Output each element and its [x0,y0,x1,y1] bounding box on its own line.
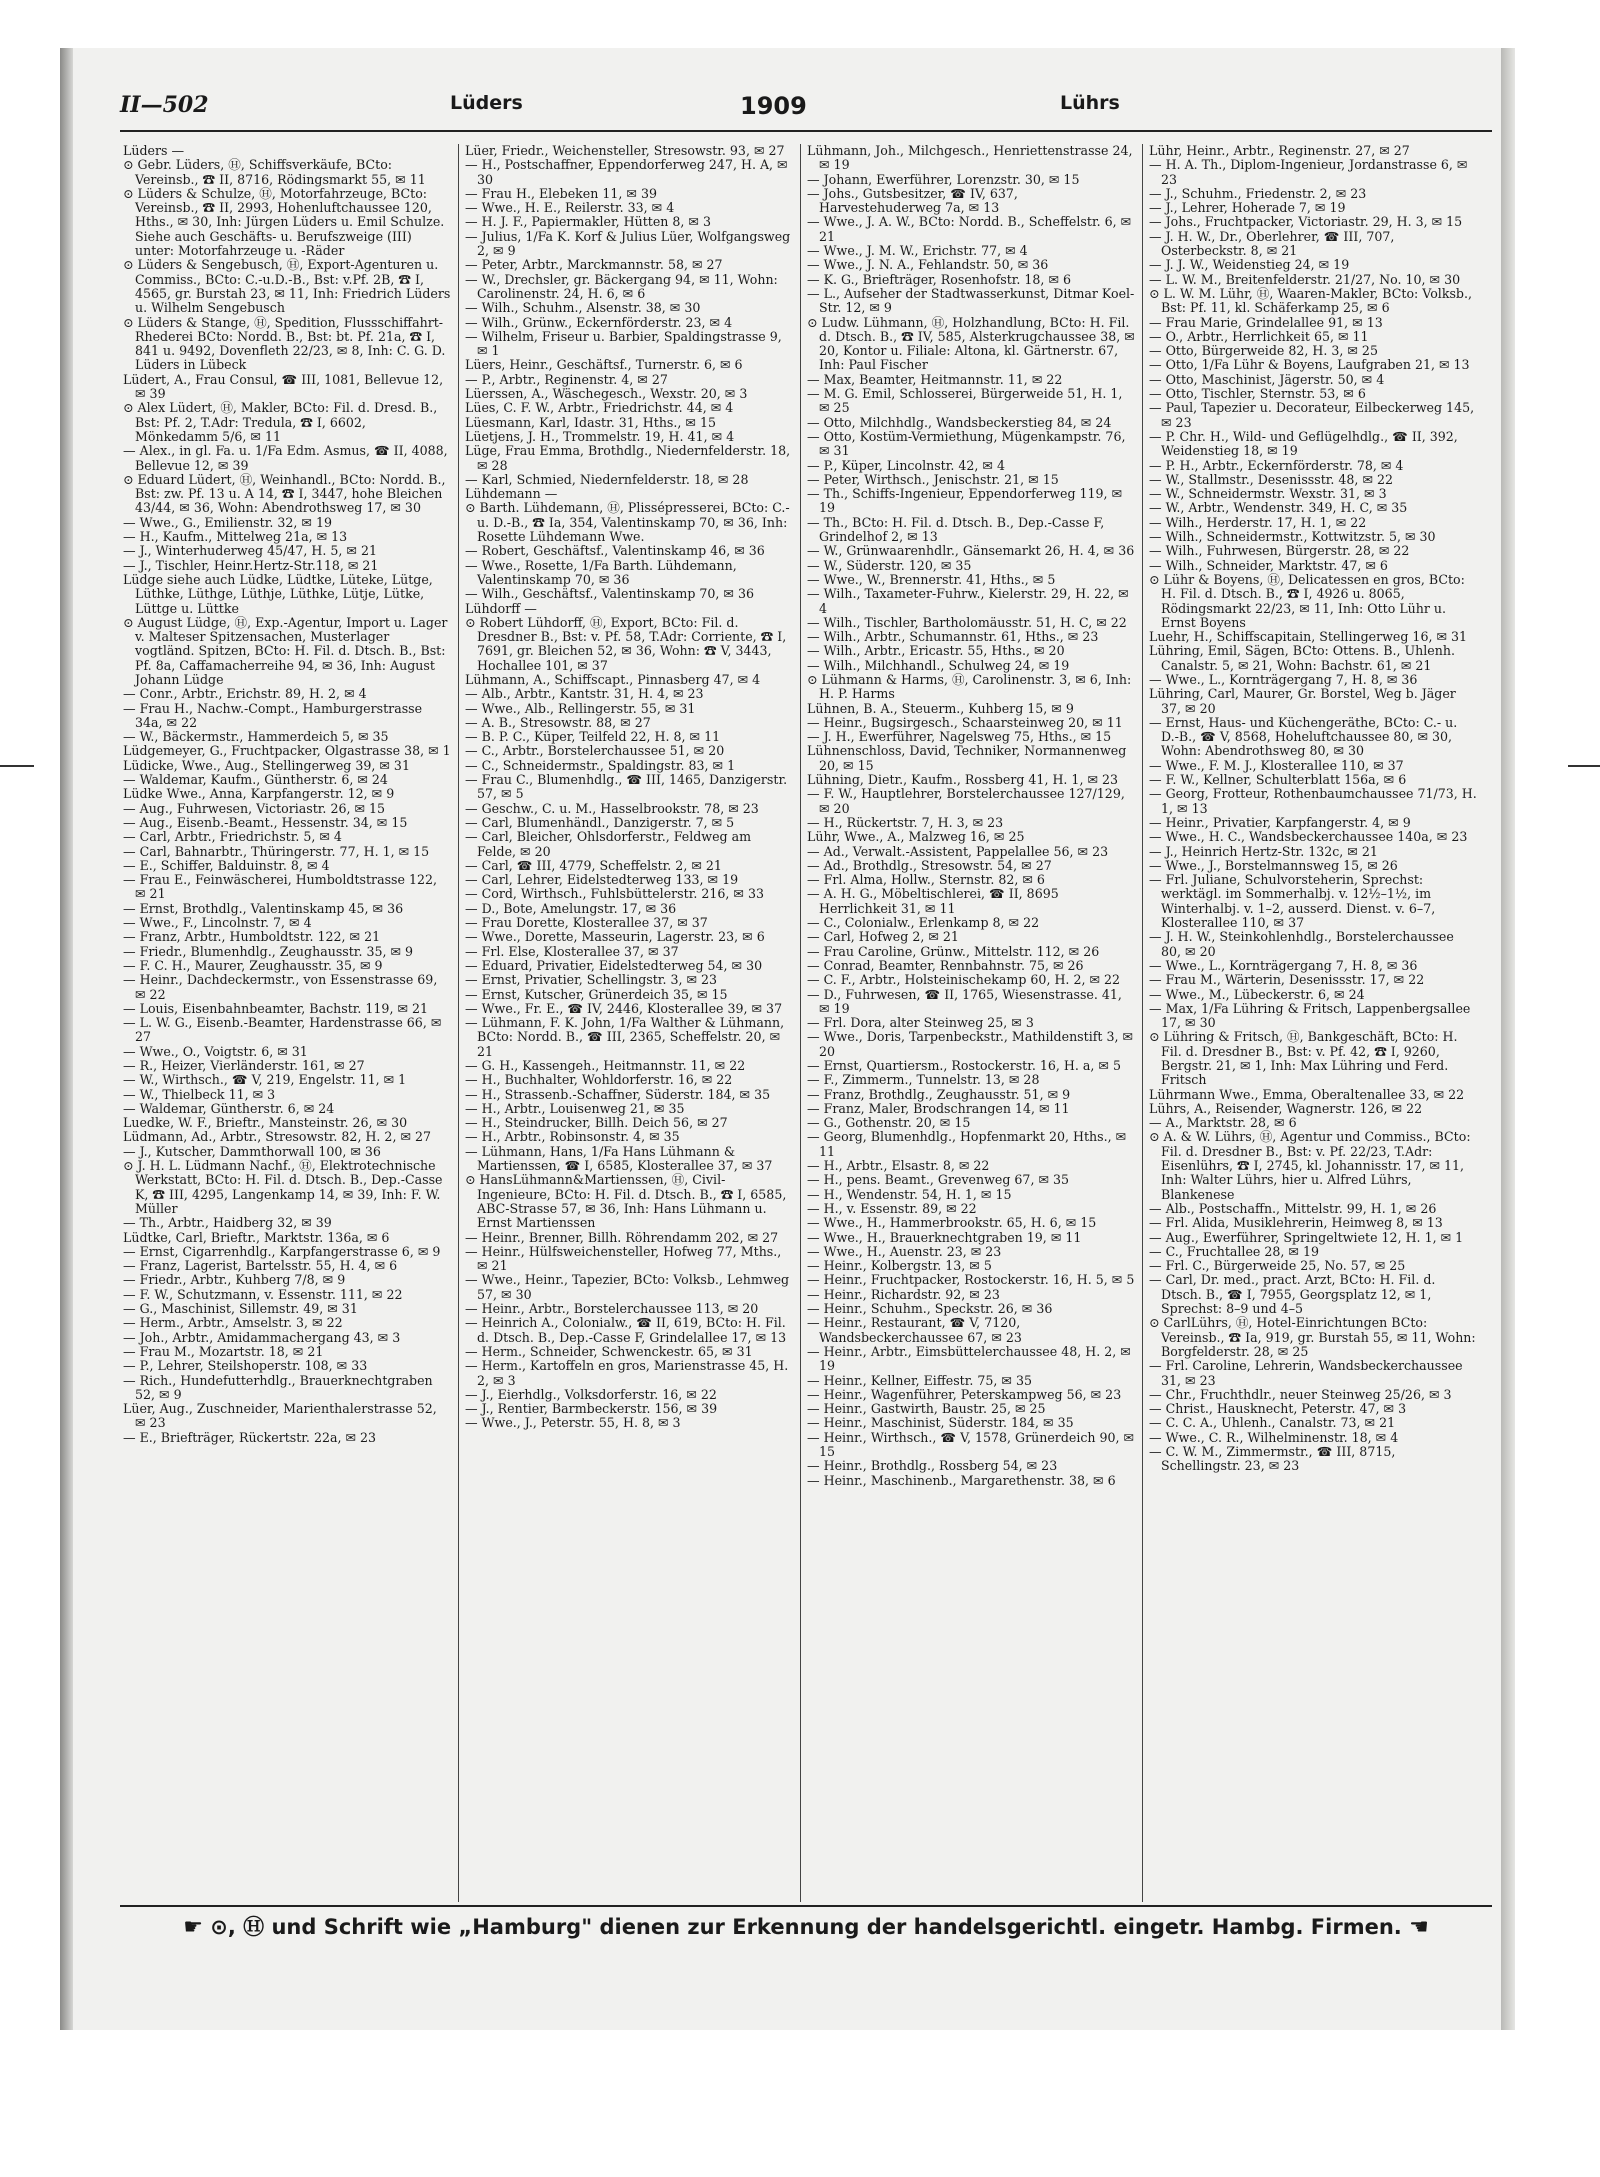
directory-entry: — J. H., Ewerführer, Nagelsweg 75, Hths., ✉ 15 [807,729,1112,745]
directory-entry: — Frau H., Nachw.-Compt., Hamburgerstrasse 34a, ✉ 22 [123,700,423,730]
directory-entry: Luehr, H., Schiffscapitain, Stellingerweg 16, ✉ 31 [1149,629,1468,645]
directory-entry: — W., Wirthsch., ☎ V, 219, Engelstr. 11, ✉ 1 [123,1072,407,1088]
directory-entry: — Frau E., Feinwäscherei, Humboldtstrasse 122, ✉ 21 [123,872,438,902]
directory-entry: Lühdemann — [465,486,558,502]
directory-entry: — D., Bote, Amelungstr. 17, ✉ 36 [465,900,677,916]
directory-entry: Lüesmann, Karl, Idastr. 31, Hths., ✉ 15 [465,414,716,430]
directory-entry: — Georg, Frotteur, Rothenbaumchaussee 71/73, H. 1, ✉ 13 [1149,786,1477,816]
directory-entry: ⊙ L. W. M. Lühr, Ⓗ, Waaren-Makler, BCto: Volksb., Bst: Pf. 11, kl. Schäferkamp 25, ✉ 6 [1149,285,1472,316]
directory-entry: — Louis, Eisenbahnbeamter, Bachstr. 119, ✉ 21 [123,1000,429,1016]
directory-entry: — Wwe., O., Voigtstr. 6, ✉ 31 [123,1043,308,1059]
directory-entry: — Max, 1/Fa Lühring & Fritsch, Lappenbergsallee 17, ✉ 30 [1149,1000,1471,1031]
directory-entry: — A. H. G., Möbeltischlerei, ☎ II, 8695 Herrlichkeit 31, ✉ 11 [807,886,1059,916]
pointing-hand-left-icon: ☛ [183,1915,203,1940]
directory-entry: — Heinr., Brothdlg., Rossberg 54, ✉ 23 [807,1458,1058,1474]
directory-entry: — Herm., Schneider, Schwenckestr. 65, ✉ 31 [465,1343,753,1359]
directory-entry: — W., Drechsler, gr. Bäckergang 94, ✉ 11, Wohn: Carolinenstr. 24, H. 6, ✉ 6 [465,271,778,301]
directory-entry: Lühr, Heinr., Arbtr., Reginenstr. 27, ✉ 27 [1149,144,1410,158]
directory-entry: — Heinr., Brenner, Billh. Röhrendamm 202, ✉ 27 [465,1229,779,1245]
directory-entry: — H. J. F., Papiermakler, Hütten 8, ✉ 3 [465,214,711,230]
header-first-entry: Lüders [450,92,523,114]
directory-entry: — F. W., Schutzmann, v. Essenstr. 111, ✉ 22 [123,1286,403,1302]
directory-entry: ⊙ Lüders & Sengebusch, Ⓗ, Export-Agenturen u. Commiss., BCto: C.-u.D.-B., Bst: v.Pf. 2B, ☎ I, 4565, gr. Burstah 23, ✉ 11, Inh: Friedrich Lüders u. Wilhelm Sengebusch [123,257,451,316]
footer-rule [120,1905,1492,1907]
directory-entry: — H., Steindrucker, Billh. Deich 56, ✉ 27 [465,1115,728,1131]
directory-entry: — Karl, Schmied, Niedernfelderstr. 18, ✉ 28 [465,471,749,487]
directory-entry: — Th., BCto: H. Fil. d. Dtsch. B., Dep.-Casse F, Grindelhof 2, ✉ 13 [807,514,1105,545]
directory-entry: — B. P. C., Küper, Teilfeld 22, H. 8, ✉ 11 [465,729,721,745]
directory-entry: ⊙ Gebr. Lüders, Ⓗ, Schiffsverkäufe, BCto: Vereinsb., ☎ II, 8716, Rödingsmarkt 55, ✉ 11 [123,157,426,187]
directory-entry: — Lühmann, Hans, 1/Fa Hans Lühmann & Martienssen, ☎ I, 6585, Klosterallee 37, ✉ 37 [465,1143,773,1174]
directory-entry: — J., Lehrer, Hoherade 7, ✉ 19 [1149,200,1346,216]
directory-entry: — Heinr., Maschinenb., Margarethenstr. 38, ✉ 6 [807,1472,1116,1488]
directory-entry: — Lühmann, F. K. John, 1/Fa Walther & Lühmann, BCto: Nordd. B., ☎ III, 2365, Scheffelstr. 20, ✉ 21 [465,1015,785,1059]
directory-entry: — P. H., Arbtr., Eckernförderstr. 78, ✉ 4 [1149,457,1404,473]
directory-entry: — Otto, Tischler, Sternstr. 53, ✉ 6 [1149,386,1366,402]
directory-entry: — Waldemar, Güntherstr. 6, ✉ 24 [123,1100,335,1116]
directory-entry: — O., Arbtr., Herrlichkeit 65, ✉ 11 [1149,328,1369,344]
directory-entry: — H., Arbtr., Robinsonstr. 4, ✉ 35 [465,1129,680,1145]
directory-entry: — Heinr., Restaurant, ☎ V, 7120, Wandsbeckerchaussee 67, ✉ 23 [807,1315,1022,1345]
directory-entry: — Frau Marie, Grindelallee 91, ✉ 13 [1149,314,1383,330]
directory-entry: — C., Schneidermstr., Spaldingstr. 83, ✉ 1 [465,757,736,773]
directory-entry: — Wilhelm, Friseur u. Barbier, Spaldingstrasse 9, ✉ 1 [465,328,782,359]
directory-entry: — Wwe., L., Kornträgergang 7, H. 8, ✉ 36 [1149,671,1418,687]
directory-entry: — Heinr., Wagenführer, Peterskampweg 56, ✉ 23 [807,1386,1122,1402]
directory-entry: — C. W. M., Zimmermstr., ☎ III, 8715, Schellingstr. 23, ✉ 23 [1149,1444,1396,1474]
directory-entry: Lüge, Frau Emma, Brothdlg., Niedernfelderstr. 18, ✉ 28 [465,443,791,473]
directory-entry: — J. H. W., Dr., Oberlehrer, ☎ III, 707, Osterbeckstr. 8, ✉ 21 [1149,228,1395,259]
directory-entry: — Frl. Alida, Musiklehrerin, Heimweg 8, ✉ 13 [1149,1215,1443,1231]
directory-entry: — Th., Schiffs-Ingenieur, Eppendorferweg 119, ✉ 19 [807,486,1123,516]
directory-entry: — Robert, Geschäftsf., Valentinskamp 46, ✉ 36 [465,543,765,559]
directory-entry: — Wwe., Alb., Rellingerstr. 55, ✉ 31 [465,700,696,716]
directory-entry: — Frl. C., Bürgerweide 25, No. 57, ✉ 25 [1149,1258,1406,1274]
directory-entry: Lües, C. F. W., Arbtr., Friedrichstr. 44, ✉ 4 [465,400,734,416]
directory-entry: — Wilh., Grünw., Eckernförderstr. 23, ✉ 4 [465,314,733,330]
directory-entry: — Wwe., H., Brauerknechtgraben 19, ✉ 11 [807,1229,1082,1245]
directory-entry: — Ernst, Haus- und Küchengeräthe, BCto: C.- u. D.-B., ☎ V, 8568, Hoheluftchaussee 80, ✉ 30, Wohn: Abendrothsweg 80, ✉ 30 [1149,714,1458,759]
directory-entry: — Heinr., Richardstr. 92, ✉ 23 [807,1286,1000,1302]
directory-entry: — Franz, Brothdlg., Zeughausstr. 51, ✉ 9 [807,1086,1071,1102]
directory-entry: — D., Fuhrwesen, ☎ II, 1765, Wiesenstrasse. 41, ✉ 19 [807,986,1122,1016]
directory-entry: — Wwe., J. A. W., BCto: Nordd. B., Scheffelstr. 6, ✉ 21 [807,214,1132,244]
directory-entry: ⊙ Lühmann & Harms, Ⓗ, Carolinenstr. 3, ✉ 6, Inh: H. P. Harms [807,671,1132,702]
directory-entry: — Conrad, Beamter, Rennbahnstr. 75, ✉ 26 [807,957,1084,973]
directory-entry: — Heinr., Maschinist, Süderstr. 184, ✉ 35 [807,1415,1074,1431]
directory-entry: — Aug., Eisenb.-Beamt., Hessenstr. 34, ✉ 15 [123,814,408,830]
page-number: II—502 [120,92,209,118]
directory-entry: — Rich., Hundefutterhdlg., Brauerknechtgraben 52, ✉ 9 [123,1372,433,1402]
directory-entry: — W., Schneidermstr. Wexstr. 31, ✉ 3 [1149,486,1387,502]
directory-entry: — Wilh., Arbtr., Ericastr. 55, Hths., ✉ 20 [807,643,1065,659]
directory-entry: — Johs., Fruchtpacker, Victoriastr. 29, H. 3, ✉ 15 [1149,214,1463,230]
directory-entry: — G., Gothenstr. 20, ✉ 15 [807,1115,971,1131]
directory-entry: — J., Kutscher, Dammthorwall 100, ✉ 36 [123,1143,381,1159]
directory-entry: Lühmann, A., Schiffscapt., Pinnasberg 47, ✉ 4 [465,671,761,687]
directory-entry: — L., Aufseher der Stadtwasserkunst, Ditmar Koel-Str. 12, ✉ 9 [807,285,1135,316]
directory-entry: — H., Rückertstr. 7, H. 3, ✉ 23 [807,814,1004,830]
margin-marker-left [0,765,34,767]
directory-entry: — Wwe., C. R., Wilhelminenstr. 18, ✉ 4 [1149,1429,1399,1445]
header-rule [120,130,1492,132]
directory-entry: — Franz, Arbtr., Humboldtstr. 122, ✉ 21 [123,929,381,945]
header-year: 1909 [740,92,807,120]
directory-entry: — Alb., Arbtr., Kantstr. 31, H. 4, ✉ 23 [465,686,704,702]
directory-entry: — W., Grünwaarenhdlr., Gänsemarkt 26, H. 4, ✉ 36 [807,543,1135,559]
directory-entry: — C. C. A., Uhlenh., Canalstr. 73, ✉ 21 [1149,1415,1396,1431]
directory-entry: ⊙ Lüders & Schulze, Ⓗ, Motorfahrzeuge, BCto: Vereinsb., ☎ II, 2993, Hohenluftchaussee 120, Hths., ✉ 30, Inh: Jürgen Lüders u. Emil Schulze. Siehe auch Geschäfts- u. Berufszweige (III) unter: Motorfahrzeuge u. -Räder [123,185,445,259]
directory-entry: — H., Strassenb.-Schaffner, Süderstr. 184, ✉ 35 [465,1086,771,1102]
directory-entry: — C., Fruchtallee 28, ✉ 19 [1149,1243,1319,1259]
directory-entry: — G., Maschinist, Sillemstr. 49, ✉ 31 [123,1301,358,1317]
directory-entry: — Wilh., Taxameter-Fuhrw., Kielerstr. 29, H. 22, ✉ 4 [807,586,1129,616]
directory-entry: — Wilh., Fuhrwesen, Bürgerstr. 28, ✉ 22 [1149,543,1410,559]
directory-entry: — Max, Beamter, Heitmannstr. 11, ✉ 22 [807,371,1063,387]
directory-entry: — Wwe., G., Emilienstr. 32, ✉ 19 [123,514,332,530]
directory-entry: — Wilh., Herderstr. 17, H. 1, ✉ 22 [1149,514,1367,530]
directory-entry: ⊙ Barth. Lühdemann, Ⓗ, Plissépresserei, BCto: C.- u. D.-B., ☎ Ia, 354, Valentinskamp 70, ✉ 36, Inh: Rosette Lühdemann Wwe. [465,500,790,545]
directory-entry: — Wilh., Tischler, Bartholomäusstr. 51, H. C, ✉ 22 [807,614,1127,630]
column-divider [458,144,459,1902]
directory-entry: — Cord, Wirthsch., Fuhlsbüttelerstr. 216, ✉ 33 [465,886,764,902]
directory-entry: — J., Eierhdlg., Volksdorferstr. 16, ✉ 22 [465,1386,717,1402]
directory-entry: — F. W., Kellner, Schulterblatt 156a, ✉ 6 [1149,772,1407,788]
directory-entry: — Frau M., Mozartstr. 18, ✉ 21 [123,1343,324,1359]
directory-entry: — W., Arbtr., Wendenstr. 349, H. C, ✉ 35 [1149,500,1408,516]
directory-entry: Lühring, Emil, Sägen, BCto: Ottens. B., Uhlenh. Canalstr. 5, ✉ 21, Wohn: Bachstr. 61, ✉ 21 [1149,643,1455,673]
directory-entry: — Wwe., F. M. J., Klosterallee 110, ✉ 37 [1149,757,1404,773]
directory-entry: — J., Winterhuderweg 45/47, H. 5, ✉ 21 [123,543,378,559]
directory-entry: ⊙ J. H. L. Lüdmann Nachf., Ⓗ, Elektrotechnische Werkstatt, BCto: H. Fil. d. Dtsch. B., Dep.-Casse K, ☎ III, 4295, Langenkamp 14, ✉ 39, Inh: F. W. Müller [123,1158,443,1216]
directory-entry: — Heinr., Privatier, Karpfangerstr. 4, ✉ 9 [1149,814,1411,830]
directory-entry: — Wwe., H., Auenstr. 23, ✉ 23 [807,1243,1002,1259]
directory-entry: — Frl. Alma, Hollw., Sternstr. 82, ✉ 6 [807,872,1045,888]
directory-entry: — Wwe., J. N. A., Fehlandstr. 50, ✉ 36 [807,257,1049,273]
directory-entry: Lüdge siehe auch Lüdke, Lüdtke, Lüteke, Lütge, Lüthke, Lüthge, Lüthje, Lüthke, Lütje, Lütke, Lüttge u. Lüttke [123,571,433,616]
directory-entry: — W., Bäckermstr., Hammerdeich 5, ✉ 35 [123,729,389,745]
directory-entry: — Carl, Bleicher, Ohlsdorferstr., Feldweg am Felde, ✉ 20 [465,829,752,859]
directory-columns [120,144,1492,1902]
directory-entry: — Heinr., Arbtr., Eimsbüttelerchaussee 48, H. 2, ✉ 19 [807,1343,1131,1374]
directory-entry: — Carl, Hofweg 2, ✉ 21 [807,929,959,945]
directory-entry: — Wwe., Fr. E., ☎ IV, 2446, Klosterallee 39, ✉ 37 [465,1000,783,1016]
directory-entry: Lüders — [123,144,185,158]
directory-entry: — R., Heizer, Vierländerstr. 161, ✉ 27 [123,1058,365,1073]
directory-entry: — Wwe., H., Hammerbrookstr. 65, H. 6, ✉ 15 [807,1215,1097,1231]
directory-entry: — E., Schiffer, Balduinstr. 8, ✉ 4 [123,857,330,873]
directory-entry: Luedke, W. F., Brieftr., Mansteinstr. 26, ✉ 30 [123,1115,408,1131]
directory-entry: — Carl, Dr. med., pract. Arzt, BCto: H. Fil. d. Dtsch. B., ☎ I, 7955, Georgsplatz 12, ✉ 1, Sprechst: 8–9 und 4–5 [1149,1272,1436,1317]
directory-entry: — A. B., Stresowstr. 88, ✉ 27 [465,714,651,730]
directory-entry: ⊙ Lüders & Stange, Ⓗ, Spedition, Flussschiffahrt-Rhederei BCto: Nordd. B., Bst: bt. Pf. 21a, ☎ I, 841 u. 9492, Dovenfleth 22/23, ✉ 8, Inh: C. G. D. Lüders in Lübeck [123,314,446,373]
directory-entry: — J. H. W., Steinkohlenhdlg., Borstelerchaussee 80, ✉ 20 [1149,929,1454,959]
directory-entry: — Peter, Arbtr., Marckmannstr. 58, ✉ 27 [465,257,723,273]
directory-entry: — Heinrich A., Colonialw., ☎ II, 619, BCto: H. Fil. d. Dtsch. B., Dep.-Casse F, Grindelallee 17, ✉ 13 [465,1315,787,1345]
directory-entry: — Aug., Ewerführer, Springeltwiete 12, H. 1, ✉ 1 [1149,1229,1464,1245]
directory-column-2 [462,144,796,1902]
directory-entry: — Wwe., Rosette, 1/Fa Barth. Lühdemann, Valentinskamp 70, ✉ 36 [465,557,737,587]
directory-entry: — Heinr., Dachdeckermstr., von Essenstrasse 69, ✉ 22 [123,972,438,1002]
directory-entry: — Waldemar, Kaufm., Güntherstr. 6, ✉ 24 [123,772,388,788]
directory-entry: — Otto, Kostüm-Vermiethung, Mügenkampstr. 76, ✉ 31 [807,428,1126,459]
header-last-entry: Lührs [1060,92,1120,114]
directory-entry: — Heinr., Schuhm., Speckstr. 26, ✉ 36 [807,1301,1053,1317]
directory-entry: — Wilh., Milchhandl., Schulweg 24, ✉ 19 [807,657,1070,673]
column-divider [800,144,801,1902]
directory-entry: — Heinr., Bugsirgesch., Schaarsteinweg 20, ✉ 11 [807,714,1123,730]
directory-entry: — Th., Arbtr., Haidberg 32, ✉ 39 [123,1215,332,1231]
directory-entry: — Heinr., Fruchtpacker, Rostockerstr. 16, H. 5, ✉ 5 [807,1272,1135,1288]
directory-entry: — C., Colonialw., Erlenkamp 8, ✉ 22 [807,915,1040,931]
directory-entry: — Franz, Lagerist, Bartelsstr. 55, H. 4, ✉ 6 [123,1258,398,1274]
directory-entry: — Wwe., M., Lübeckerstr. 6, ✉ 24 [1149,986,1365,1002]
directory-entry: ⊙ Alex Lüdert, Ⓗ, Makler, BCto: Fil. d. Dresd. B., Bst: Pf. 2, T.Adr: Tredula, ☎ I, 6602, Mönkedamm 5/6, ✉ 11 [123,400,438,444]
directory-entry: Lühnen, B. A., Steuerm., Kuhberg 15, ✉ 9 [807,700,1074,716]
directory-entry: — Heinr., Wirthsch., ☎ V, 1578, Grünerdeich 90, ✉ 15 [807,1429,1135,1460]
directory-entry: — Frl. Else, Klosterallee 37, ✉ 37 [465,943,679,959]
directory-entry: — Carl, Arbtr., Friedrichstr. 5, ✉ 4 [123,829,342,845]
directory-entry: — P. Chr. H., Wild- und Geflügelhdlg., ☎ II, 392, Weidenstieg 18, ✉ 19 [1149,428,1458,459]
directory-entry: — Carl, ☎ III, 4779, Scheffelstr. 2, ✉ 21 [465,857,722,873]
directory-entry: — C., Arbtr., Borstelerchaussee 51, ✉ 20 [465,743,725,759]
directory-entry: — Peter, Wirthsch., Jenischstr. 21, ✉ 15 [807,471,1059,487]
directory-entry: — Carl, Lehrer, Eidelstedterweg 133, ✉ 19 [465,872,739,888]
directory-entry: — Wwe., L., Kornträgergang 7, H. 8, ✉ 36 [1149,957,1418,973]
directory-entry: — Conr., Arbtr., Erichstr. 89, H. 2, ✉ 4 [123,686,367,702]
directory-entry: — Wwe., J. M. W., Erichstr. 77, ✉ 4 [807,243,1028,259]
directory-entry: ⊙ Eduard Lüdert, Ⓗ, Weinhandl., BCto: Nordd. B., Bst: zw. Pf. 13 u. A 14, ☎ I, 3447, hohe Bleichen 43/44, ✉ 36, Wohn: Abendrothsweg 17, ✉ 30 [123,471,446,516]
directory-entry: — Wwe., Heinr., Tapezier, BCto: Volksb., Lehmweg 57, ✉ 30 [465,1272,790,1302]
directory-entry: Lüdmann, Ad., Arbtr., Stresowstr. 82, H. 2, ✉ 27 [123,1129,432,1145]
directory-entry: Lüdke Wwe., Anna, Karpfangerstr. 12, ✉ 9 [123,786,395,802]
directory-entry: — F. W., Hauptlehrer, Borstelerchaussee 127/129, ✉ 20 [807,786,1125,816]
directory-entry: — Wilh., Geschäftsf., Valentinskamp 70, ✉ 36 [465,586,755,602]
directory-entry: — M. G. Emil, Schlosserei, Bürgerweide 51, H. 1, ✉ 25 [807,386,1123,416]
directory-entry: — H., pens. Beamt., Grevenweg 67, ✉ 35 [807,1172,1070,1188]
directory-entry: — Heinr., Kellner, Eiffestr. 75, ✉ 35 [807,1372,1033,1388]
margin-marker-right [1568,765,1600,767]
directory-entry: Lühning, Dietr., Kaufm., Rossberg 41, H. 1, ✉ 23 [807,772,1119,788]
directory-entry: — Heinr., Hülfsweichensteller, Hofweg 77, Mths., ✉ 21 [465,1243,782,1274]
directory-entry: — H., Postschaffner, Eppendorferweg 247, H. A, ✉ 30 [465,157,788,187]
directory-entry: — Joh., Arbtr., Amidammachergang 43, ✉ 3 [123,1329,401,1345]
directory-entry: Lühnenschloss, David, Techniker, Normannenweg 20, ✉ 15 [807,743,1127,773]
directory-entry: — E., Briefträger, Rückertstr. 22a, ✉ 23 [123,1429,377,1445]
directory-column-1 [120,144,454,1902]
directory-entry: — Frau M., Wärterin, Desenissstr. 17, ✉ 22 [1149,972,1425,988]
directory-entry: — Otto, 1/Fa Lühr & Boyens, Laufgraben 21, ✉ 13 [1149,357,1470,373]
directory-entry: — F., Zimmerm., Tunnelstr. 13, ✉ 28 [807,1072,1040,1088]
directory-entry: — Friedr., Arbtr., Kuhberg 7/8, ✉ 9 [123,1272,346,1288]
directory-entry: — Herm., Arbtr., Amselstr. 3, ✉ 22 [123,1315,343,1331]
directory-entry: — Eduard, Privatier, Eidelstedterweg 54, ✉ 30 [465,957,763,973]
directory-entry: — F. C. H., Maurer, Zeughausstr. 35, ✉ 9 [123,957,383,973]
directory-entry: ⊙ HansLühmann&Martienssen, Ⓗ, Civil-Ingenieure, BCto: H. Fil. d. Dtsch. B., ☎ I, 6585, ABC-Strasse 57, ✉ 36, Inh: Hans Lühmann u. Ernst Martienssen [465,1172,787,1231]
directory-entry: — Ad., Brothdlg., Stresowstr. 54, ✉ 27 [807,857,1052,873]
directory-entry: — G. H., Kassengeh., Heitmannstr. 11, ✉ 22 [465,1058,746,1073]
directory-entry: — Chr., Fruchthdlr., neuer Steinweg 25/26, ✉ 3 [1149,1386,1452,1402]
directory-entry: — Otto, Milchhdlg., Wandsbeckerstieg 84, ✉ 24 [807,414,1112,430]
directory-entry: — H., Kaufm., Mittelweg 21a, ✉ 13 [123,529,348,545]
directory-entry: — W., Thielbeck 11, ✉ 3 [123,1086,276,1102]
directory-entry: — Ernst, Brothdlg., Valentinskamp 45, ✉ 36 [123,900,404,916]
directory-entry: — Heinr., Kolbergstr. 13, ✉ 5 [807,1258,992,1274]
directory-entry: Lüer, Aug., Zuschneider, Marienthalerstrasse 52, ✉ 23 [123,1401,437,1431]
directory-entry: — Otto, Maschinist, Jägerstr. 50, ✉ 4 [1149,371,1385,387]
directory-entry: — Aug., Fuhrwesen, Victoriastr. 26, ✉ 15 [123,800,386,816]
directory-entry: — Geschw., C. u. M., Hasselbrookstr. 78, ✉ 23 [465,800,759,816]
directory-entry: — Paul, Tapezier u. Decorateur, Eilbeckerweg 145, ✉ 23 [1149,400,1475,430]
directory-entry: — Alex., in gl. Fa. u. 1/Fa Edm. Asmus, ☎ II, 4088, Bellevue 12, ✉ 39 [123,443,448,473]
directory-entry: — Alb., Postschaffn., Mittelstr. 99, H. 1, ✉ 26 [1149,1200,1437,1216]
footer-note: ⊙, Ⓗ und Schrift wie „Hamburg" dienen zur Erkennung der handelsgerichtl. eingetr. Hambg. Firmen. [210,1915,1402,1939]
directory-entry: — Heinr., Gastwirth, Baustr. 25, ✉ 25 [807,1401,1046,1417]
directory-entry: — H., v. Essenstr. 89, ✉ 22 [807,1200,977,1216]
directory-entry: — P., Arbtr., Reginenstr. 4, ✉ 27 [465,371,668,387]
directory-entry: — Frau C., Blumenhdlg., ☎ III, 1465, Danzigerstr. 57, ✉ 5 [465,772,788,802]
directory-entry: — Frau Caroline, Grünw., Mittelstr. 112, ✉ 26 [807,943,1100,959]
directory-entry: — Heinr., Arbtr., Borstelerchaussee 113, ✉ 20 [465,1301,759,1317]
pointing-hand-right-icon: ☚ [1409,1915,1429,1940]
directory-entry: — Wilh., Schuhm., Alsenstr. 38, ✉ 30 [465,300,701,316]
directory-entry: — Wwe., H. C., Wandsbeckerchaussee 140a, ✉ 23 [1149,829,1468,845]
directory-entry: Lüer, Friedr., Weichensteller, Stresowstr. 93, ✉ 27 [465,144,785,158]
directory-entry: — Wilh., Schneidermstr., Kottwitzstr. 5, ✉ 30 [1149,529,1436,545]
directory-entry: Lühr, Wwe., A., Malzweg 16, ✉ 25 [807,829,1025,845]
directory-entry: Lühring, Carl, Maurer, Gr. Borstel, Weg b. Jäger 37, ✉ 20 [1149,686,1456,716]
directory-entry: — C. F., Arbtr., Holsteinischekamp 60, H. 2, ✉ 22 [807,972,1121,988]
directory-entry: ⊙ August Lüdge, Ⓗ, Exp.-Agentur, Import u. Lager v. Malteser Spitzensachen, Musterlager vogtländ. Spitzen, BCto: H. Fil. d. Dtsch. B., Bst: Pf. 8a, Caffamacherreihe 94, ✉ 36, Inh: August Johann Lüdge [123,614,448,687]
directory-entry: — J. J. W., Weidenstieg 24, ✉ 19 [1149,257,1350,273]
directory-entry: Lüerssen, A., Wäschegesch., Wexstr. 20, ✉ 3 [465,386,748,402]
directory-entry: — H., Arbtr., Elsastr. 8, ✉ 22 [807,1158,990,1174]
directory-entry: Lüdtke, Carl, Brieftr., Marktstr. 136a, ✉ 6 [123,1229,390,1245]
directory-entry: ⊙ Ludw. Lühmann, Ⓗ, Holzhandlung, BCto: H. Fil. d. Dtsch. B., ☎ IV, 585, Alsterkrugchaussee 38, ✉ 20, Kontor u. Filiale: Altona, kl. Gärtnerstr. 67, Inh: Paul Fischer [807,314,1135,373]
directory-entry: — Ernst, Quartiersm., Rostockerstr. 16, H. a, ✉ 5 [807,1058,1121,1073]
directory-entry: — J., Rentier, Barmbeckerstr. 156, ✉ 39 [465,1401,718,1417]
directory-entry: ⊙ Lühring & Fritsch, Ⓗ, Bankgeschäft, BCto: H. Fil. d. Dresdner B., Bst: v. Pf. 42, ☎ I, 9260, Bergstr. 21, ✉ 1, Inh: Max Lühring und Ferd. Fritsch [1149,1029,1458,1088]
directory-entry: — L. W. G., Eisenb.-Beamter, Hardenstrasse 66, ✉ 27 [123,1015,442,1045]
directory-entry: Lühmann, Joh., Milchgesch., Henriettenstrasse 24, ✉ 19 [807,144,1133,173]
directory-entry: — Wwe., H. E., Reilerstr. 33, ✉ 4 [465,200,675,216]
directory-entry: Lührmann Wwe., Emma, Oberaltenallee 33, ✉ 22 [1149,1086,1465,1102]
directory-entry: — Wwe., Dorette, Masseurin, Lagerstr. 23, ✉ 6 [465,929,765,945]
column-divider [1142,144,1143,1902]
directory-entry: Lüdgemeyer, G., Fruchtpacker, Olgastrasse 38, ✉ 1 [123,743,451,759]
directory-entry: — J., Schuhm., Friedenstr. 2, ✉ 23 [1149,185,1367,201]
directory-entry: — Otto, Bürgerweide 82, H. 3, ✉ 25 [1149,343,1378,359]
directory-entry: Lüdert, A., Frau Consul, ☎ III, 1081, Bellevue 12, ✉ 39 [123,371,444,402]
directory-entry: — Frl. Caroline, Lehrerin, Wandsbeckerchaussee 31, ✉ 23 [1149,1358,1463,1388]
directory-entry: — Ernst, Privatier, Schellingstr. 3, ✉ 23 [465,972,718,988]
directory-entry: — H. A. Th., Diplom-Ingenieur, Jordanstrasse 6, ✉ 23 [1149,157,1468,187]
directory-entry: — A., Marktstr. 28, ✉ 6 [1149,1115,1297,1131]
directory-entry: Lüetjens, J. H., Trommelstr. 19, H. 41, ✉ 4 [465,428,735,444]
directory-entry: — P., Lehrer, Steilshoperstr. 108, ✉ 33 [123,1358,368,1374]
directory-entry: — Carl, Bahnarbtr., Thüringerstr. 77, H. 1, ✉ 15 [123,843,430,859]
directory-entry: — L. W. M., Breitenfelderstr. 21/27, No. 10, ✉ 30 [1149,271,1461,287]
directory-entry: — Wilh., Schneider, Marktstr. 47, ✉ 6 [1149,557,1388,573]
directory-entry: — Frl. Juliane, Schulvorsteherin, Sprechst: werktägl. im Sommerhalbj. v. 12½–1½, im Winterhalbj. v. 1–2, ausserd. Dienst. v. 6–7, Klosterallee 110, ✉ 37 [1149,872,1436,931]
directory-entry: — Frau H., Elebeken 11, ✉ 39 [465,185,657,201]
directory-entry: — H., Arbtr., Louisenweg 21, ✉ 35 [465,1100,685,1116]
directory-entry: — Ernst, Kutscher, Grünerdeich 35, ✉ 15 [465,986,728,1002]
directory-entry: — K. G., Briefträger, Rosenhofstr. 18, ✉ 6 [807,271,1072,287]
directory-entry: — Georg, Blumenhdlg., Hopfenmarkt 20, Hths., ✉ 11 [807,1129,1127,1159]
directory-entry: — Ernst, Cigarrenhdlg., Karpfangerstrasse 6, ✉ 9 [123,1243,441,1259]
directory-entry: ⊙ A. & W. Lührs, Ⓗ, Agentur und Commiss., BCto: Fil. d. Dresdner B., Bst: v. Pf. 22/23, T.Adr: Eisenlührs, ☎ I, 2745, kl. Johannisstr. 17, ✉ 11, Inh: Walter Lührs, hier u. Alfred Lührs, Blankenese [1149,1129,1471,1202]
directory-entry: — Wwe., J., Borstelmannsweg 15, ✉ 26 [1149,857,1398,873]
directory-entry: — Wwe., F., Lincolnstr. 7, ✉ 4 [123,915,312,931]
directory-entry: Lüers, Heinr., Geschäftsf., Turnerstr. 6, ✉ 6 [465,357,743,373]
directory-entry: — W., Stallmstr., Desenissstr. 48, ✉ 22 [1149,471,1394,487]
directory-entry: — H., Buchhalter, Wohldorferstr. 16, ✉ 22 [465,1072,733,1088]
directory-entry: — Wwe., Doris, Tarpenbeckstr., Mathildenstift 3, ✉ 20 [807,1029,1134,1059]
directory-entry: — Friedr., Blumenhdlg., Zeughausstr. 35, ✉ 9 [123,943,414,959]
directory-entry: Lüdicke, Wwe., Aug., Stellingerweg 39, ✉ 31 [123,757,410,773]
directory-column-3 [804,144,1138,1902]
directory-entry: — Julius, 1/Fa K. Korf & Julius Lüer, Wolfgangsweg 2, ✉ 9 [465,228,791,259]
page-header [120,92,1492,122]
directory-entry: — Frl. Dora, alter Steinweg 25, ✉ 3 [807,1015,1034,1031]
binding-edge [60,48,73,2030]
directory-entry: — Wilh., Arbtr., Schumannstr. 61, Hths., ✉ 23 [807,629,1099,645]
directory-entry: — Johs., Gutsbesitzer, ☎ IV, 637, Harvestehuderweg 7a, ✉ 13 [807,185,1018,216]
directory-entry: — Wwe., J., Peterstr. 55, H. 8, ✉ 3 [465,1415,681,1431]
directory-entry: — J., Heinrich Hertz-Str. 132c, ✉ 21 [1149,843,1378,859]
directory-entry: ⊙ Lühr & Boyens, Ⓗ, Delicatessen en gros, BCto: H. Fil. d. Dtsch. B., ☎ I, 4926 u. 8065, Rödingsmarkt 22/23, ✉ 11, Inh: Otto Lühr u. Ernst Boyens [1149,571,1465,630]
directory-entry: — Carl, Blumenhändl., Danzigerstr. 7, ✉ 5 [465,814,735,830]
directory-entry: — Christ., Hausknecht, Peterstr. 47, ✉ 3 [1149,1401,1407,1417]
directory-entry: — H., Wendenstr. 54, H. 1, ✉ 15 [807,1186,1012,1202]
directory-entry: — Wwe., W., Brennerstr. 41, Hths., ✉ 5 [807,571,1056,587]
directory-entry: — Johann, Ewerführer, Lorenzstr. 30, ✉ 15 [807,171,1080,187]
directory-entry: — P., Küper, Lincolnstr. 42, ✉ 4 [807,457,1005,473]
directory-entry: — Franz, Maler, Brodschrangen 14, ✉ 11 [807,1100,1070,1116]
directory-entry: — Ad., Verwalt.-Assistent, Pappelallee 56, ✉ 23 [807,843,1109,859]
directory-entry: — Frau Dorette, Klosterallee 37, ✉ 37 [465,915,708,931]
directory-entry: ⊙ Robert Lühdorff, Ⓗ, Export, BCto: Fil. d. Dresdner B., Bst: v. Pf. 58, T.Adr: Corriente, ☎ I, 7691, gr. Bleichen 52, ✉ 36, Wohn: ☎ V, 3443, Hochallee 101, ✉ 37 [465,614,787,673]
page-footer [120,1910,1492,1944]
directory-entry: Lührs, A., Reisender, Wagnerstr. 126, ✉ 22 [1149,1100,1423,1116]
directory-entry: — W., Süderstr. 120, ✉ 35 [807,557,972,573]
next-page-strip [1501,48,1515,2030]
directory-column-4 [1146,144,1480,1902]
directory-entry: — J., Tischler, Heinr.Hertz-Str.118, ✉ 21 [123,557,379,573]
directory-entry: — Herm., Kartoffeln en gros, Marienstrasse 45, H. 2, ✉ 3 [465,1358,789,1388]
directory-entry: ⊙ CarlLührs, Ⓗ, Hotel-Einrichtungen BCto: Vereinsb., ☎ Ia, 919, gr. Burstah 55, ✉ 11, Wohn: Borgfelderstr. 28, ✉ 25 [1149,1315,1476,1359]
directory-entry: Lühdorff — [465,600,537,616]
